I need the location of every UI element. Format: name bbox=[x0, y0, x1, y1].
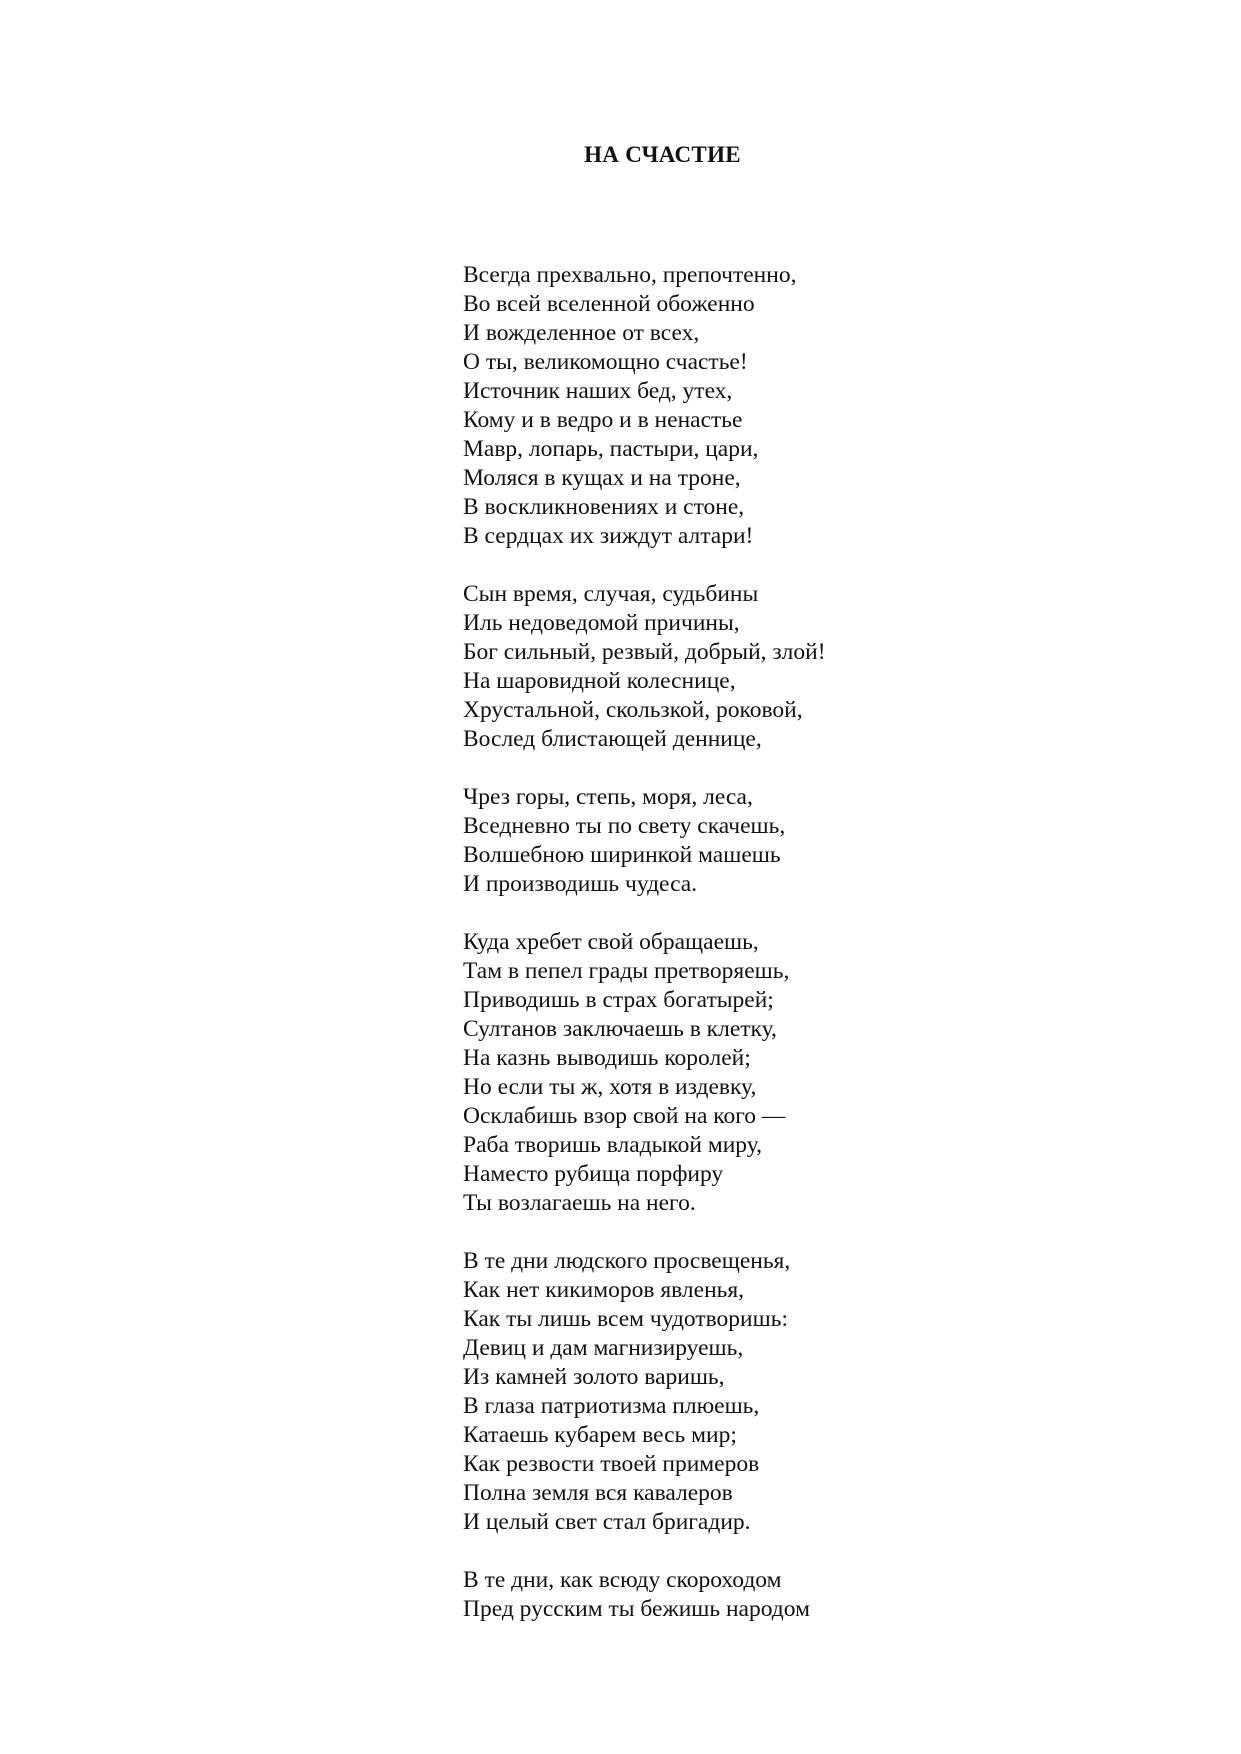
poem-line: Сын время, случая, судьбины bbox=[463, 581, 759, 607]
poem-line: В глаза патриотизма плюешь, bbox=[463, 1393, 760, 1419]
poem-stanza bbox=[463, 1247, 826, 1537]
poem-line: Чрез горы, степь, моря, леса, bbox=[463, 784, 753, 810]
poem-body bbox=[463, 261, 826, 1653]
poem-line: Девиц и дам магнизируешь, bbox=[463, 1335, 744, 1361]
poem-line: Пред русским ты бежишь народом bbox=[463, 1596, 810, 1622]
poem-line: Источник наших бед, утех, bbox=[463, 378, 733, 404]
poem-line: Султанов заключаешь в клетку, bbox=[463, 1016, 777, 1042]
poem-line: Осклабишь взор свой на кого — bbox=[463, 1103, 786, 1129]
poem-line: И производишь чудеса. bbox=[463, 871, 698, 897]
poem-line: На казнь выводишь королей; bbox=[463, 1045, 751, 1071]
poem-line: Куда хребет свой обращаешь, bbox=[463, 929, 759, 955]
poem-line: В те дни людского просвещенья, bbox=[463, 1248, 791, 1274]
poem-line: Как резвости твоей примеров bbox=[463, 1451, 760, 1477]
poem-line: Всегда прехвально, препочтенно, bbox=[463, 262, 797, 288]
poem-line: Из камней золото варишь, bbox=[463, 1364, 725, 1390]
poem-line: Иль недоведомой причины, bbox=[463, 610, 740, 636]
poem-line: Полна земля вся кавалеров bbox=[463, 1480, 733, 1506]
poem-line: Вседневно ты по свету скачешь, bbox=[463, 813, 786, 839]
poem-line: В те дни, как всюду скороходом bbox=[463, 1567, 782, 1593]
poem-line: Но если ты ж, хотя в издевку, bbox=[463, 1074, 757, 1100]
poem-line: Как нет кикиморов явленья, bbox=[463, 1277, 745, 1303]
poem-line: Бог сильный, резвый, добрый, злой! bbox=[463, 639, 826, 665]
poem-line: Там в пепел грады претворяешь, bbox=[463, 958, 790, 984]
poem-stanza bbox=[463, 928, 826, 1218]
poem-line: В сердцах их зиждут алтари! bbox=[463, 523, 754, 549]
poem-line: Моляся в кущах и на троне, bbox=[463, 465, 741, 491]
poem-line: И целый свет стал бригадир. bbox=[463, 1509, 751, 1535]
poem-line: Наместо рубища порфиру bbox=[463, 1161, 724, 1187]
poem-stanza bbox=[463, 261, 826, 551]
poem-line: Волшебною ширинкой машешь bbox=[463, 842, 781, 868]
poem-title: НА СЧАСТИЕ bbox=[584, 142, 741, 167]
poem-line: Ты возлагаешь на него. bbox=[463, 1190, 696, 1216]
poem-stanza bbox=[463, 580, 826, 754]
poem-line: Вослед блистающей деннице, bbox=[463, 726, 762, 752]
poem-stanza bbox=[463, 1566, 826, 1624]
poem-line: Приводишь в страх богатырей; bbox=[463, 987, 774, 1013]
poem-line: Во всей вселенной обоженно bbox=[463, 291, 755, 317]
poem-line: Кому и в ведро и в ненастье bbox=[463, 407, 743, 433]
poem-line: И вожделенное от всех, bbox=[463, 320, 700, 346]
poem-line: Как ты лишь всем чудотворишь: bbox=[463, 1306, 788, 1332]
poem-line: На шаровидной колеснице, bbox=[463, 668, 736, 694]
poem-line: Хрустальной, скользкой, роковой, bbox=[463, 697, 803, 723]
poem-line: О ты, великомощно счастье! bbox=[463, 349, 748, 375]
poem-line: Мавр, лопарь, пастыри, цари, bbox=[463, 436, 759, 462]
poem-stanza bbox=[463, 783, 826, 899]
poem-line: Раба творишь владыкой миру, bbox=[463, 1132, 763, 1158]
poem-line: Катаешь кубарем весь мир; bbox=[463, 1422, 737, 1448]
poem-line: В воскликновениях и стоне, bbox=[463, 494, 745, 520]
